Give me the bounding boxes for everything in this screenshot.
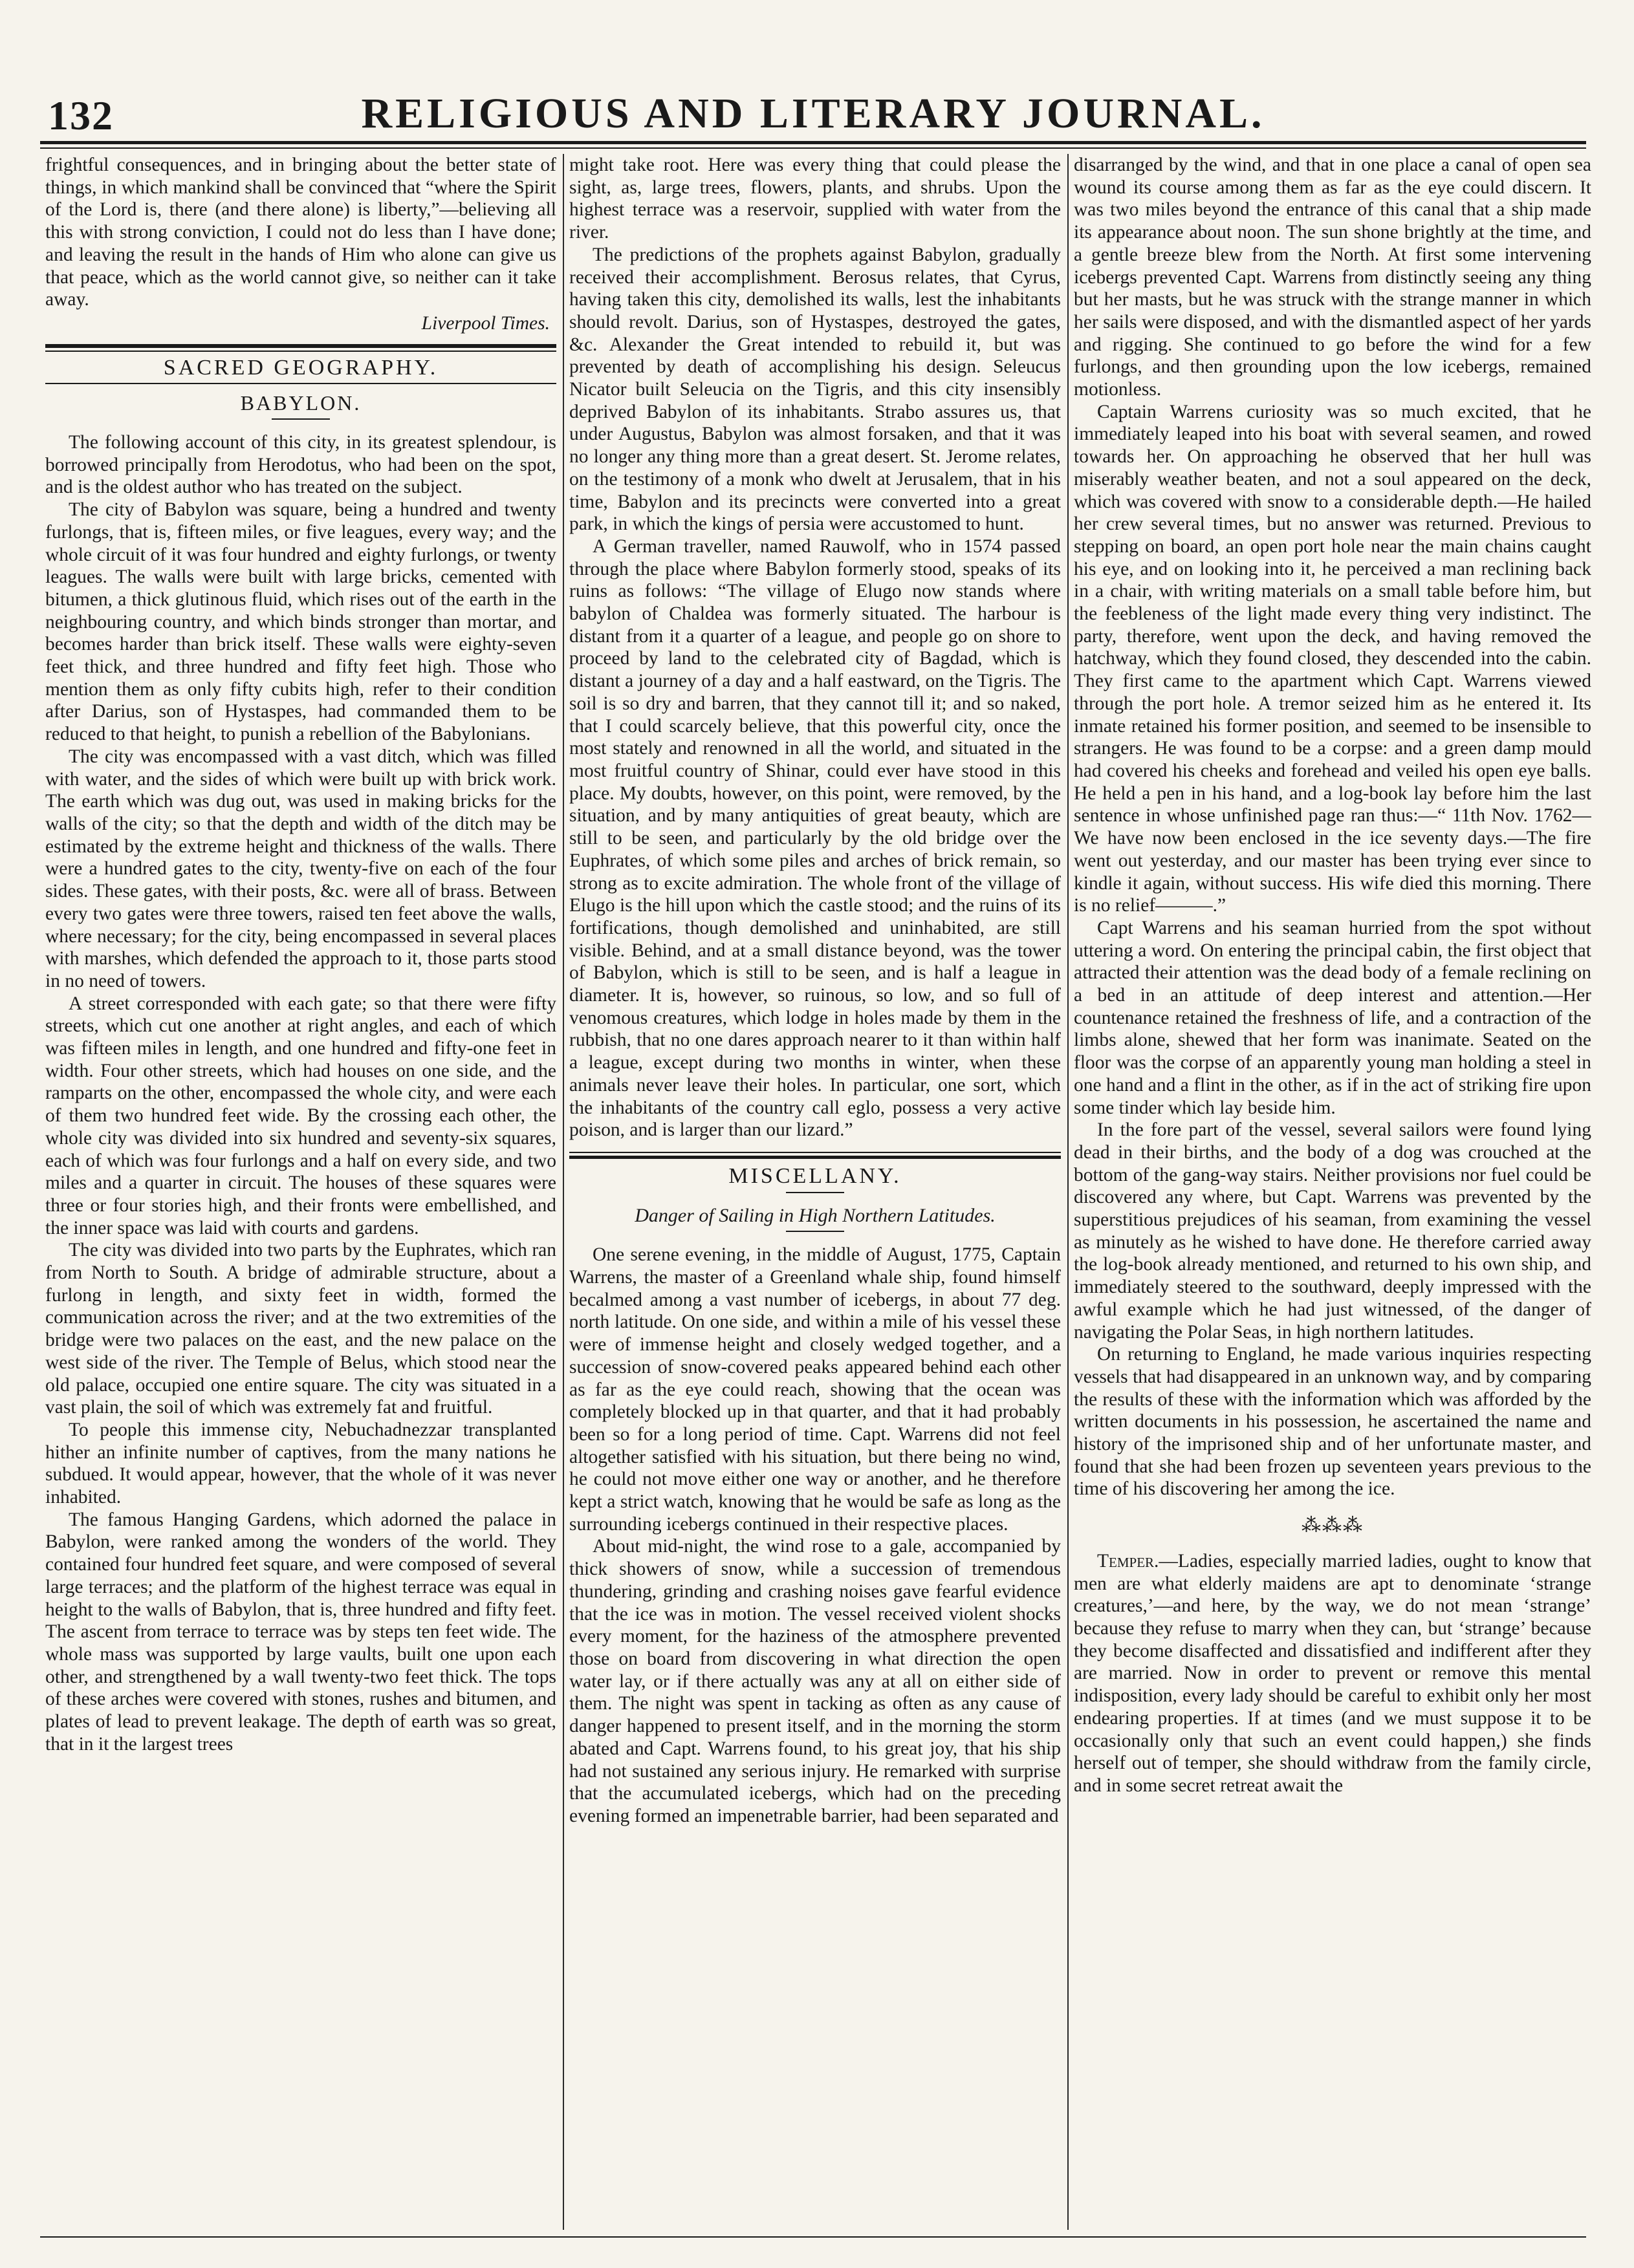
header-rule-thin [40, 147, 1586, 149]
paragraph: The city was encompassed with a vast ditch, which was filled with water, and the sides of which were built up with brick work. The earth which was dug out, was used in making bricks for the walls of the city; so that the depth and width of the ditch may be estimated by the extreme height and thickness of the walls. There were a hundred gates to the city, twenty-five on each of the four sides. These gates, with their posts, &c. were all of brass. Between every two gates were three towers, raised ten feet above the walls, where necessary; for the city, being encompassed in several places with marshes, which defended the approach to it, those parts stood in no need of towers. [45, 746, 556, 991]
column-divider [1067, 154, 1069, 2230]
column-middle [569, 154, 1061, 2230]
section-rule [45, 351, 556, 352]
header-rule [40, 141, 1586, 144]
article-title: BABYLON. [240, 391, 362, 415]
page-header [40, 89, 1586, 144]
paragraph: The city was divided into two parts by the Euphrates, which ran from North to South. A bridge of admirable structure, about a furlong in length, and sixty feet in width, formed the communication across the river; and at the two extremities of the bridge were two palaces on the east, and the new palace on the west side of the river. The Temple of Belus, which stood near the old palace, occupied one entire square. The city was situated in a vast plain, the soil of which was extremely fat and fruitful. [45, 1240, 556, 1418]
paragraph: The famous Hanging Gardens, which adorned the palace in Babylon, were ranked among the wonders of the world. They contained four hundred feet square, and were composed of several large terraces; and the platform of the highest terrace was equal in height to the walls of Babylon, that is, three hundred and fifty feet. The ascent from terrace to terrace was by steps ten feet wide. The whole mass was supported by large vaults, built one upon each other, and strengthened by a wall twenty-two feet thick. The tops of these arches were covered with stones, rushes and bitumen, and plates of lead to prevent leakage. The depth of earth was so great, that in it the largest trees [45, 1509, 556, 1755]
short-rule [786, 1231, 844, 1232]
section-title: MISCELLANY. [728, 1163, 902, 1188]
section-header-sacred-geography [45, 344, 556, 385]
temper-lead-in: Temper. [1097, 1550, 1159, 1571]
continued-paragraph: frightful consequences, and in bringing about the better state of things, in which mankind shall be convinced that “where the Spirit of the Lord is, there (and there alone) is liberty,”—believing all this with strong conviction, I could not do less than I have done; and leaving the result in the hands of Him who alone can give us that peace, which as the world cannot give, so neither can it take away. [45, 155, 556, 310]
section-rule [45, 344, 556, 348]
source-signature: Liverpool Times. [421, 312, 550, 334]
section-rule [569, 1152, 1061, 1153]
paragraph: The city of Babylon was square, being a hundred and twenty furlongs, that is, fifteen miles, or five leagues, every way; and the whole circuit of it was four hundred and eighty furlongs, or twenty leagues. The walls were built with large bricks, cemented with bitumen, a thick glutinous fluid, which rises out of the earth in the neighbouring country, and which binds stronger than mortar, and becomes harder than brick itself. These walls were eighty-seven feet thick, and three hundred and fifty feet high. Those who mention them as only fifty cubits high, refer to their condition after Darius, son of Hystaspes, had commanded them to be reduced to that height, to punish a rebellion of the Babylonians. [45, 499, 556, 745]
section-rule [569, 1156, 1061, 1159]
column-divider [563, 154, 564, 2230]
journal-title: RELIGIOUS AND LITERARY JOURNAL. [361, 90, 1265, 137]
column-right [1074, 154, 1591, 2230]
footer-rule [40, 2236, 1586, 2238]
paragraph: Captain Warrens curiosity was so much excited, that he immediately leaped into his boat with several seamen, and rowed towards her. On approaching he observed that her hull was miserably weather beaten, and not a soul appeared on the deck, which was covered with snow to a considerable depth.—He hailed her crew several times, but no answer was returned. Previous to stepping on board, an open port hole near the main chains caught his eye, and on looking into it, he perceived a man reclining back in a chair, with writing materials on a small table before him, but the feebleness of the light made every thing very indistinct. The party, therefore, went upon the deck, and having removed the hatchway, which they found closed, they descended into the cabin. They first came to the apartment which Capt. Warrens viewed through the port hole. A tremor seized him as he entered it. Its inmate retained his former position, and seemed to be insensible to strangers. He was found to be a corpse: and a green damp mould had covered his cheeks and forehead and veiled his open eye balls. He held a pen in his hand, and a log-book lay before him the last sentence in whose unfinished page ran thus:—“ 11th Nov. 1762—We have now been enclosed in the ice seventy days.—The fire went out yesterday, and our master has been trying ever since to kindle it again, without success. His wife died this morning. There is no relief———.” [1074, 401, 1591, 916]
paragraph: might take root. Here was every thing that could please the sight, as, large trees, flowers, plants, and shrubs. Upon the highest terrace was a reservoir, supplied with water from the river. [569, 155, 1061, 243]
paragraph: The predictions of the prophets against Babylon, gradually received their accomplishment. Berosus relates, that Cyrus, having taken this city, demolished its walls, lest the inhabitants should revolt. Darius, son of Hystaspes, destroyed the gates, &c. Alexander the Great intended to rebuild it, but was prevented by death of accomplishing his design. Seleucus Nicator built Seleucia on the Tigris, and this city insensibly deprived Babylon of its inhabitants. Strabo assures us, that under Augustus, Babylon was almost forsaken, and that it was no longer any thing more than a great desert. St. Jerome relates, on the testimony of a monk who dwelt at Jerusalem, that in his time, Babylon and its precincts were converted into a great park, in which the kings of persia were accustomed to hunt. [569, 244, 1061, 535]
short-rule [272, 418, 330, 420]
paragraph: On returning to England, he made various inquiries respecting vessels that had disappeared in an unknown way, and by comparing the results of these with the information which was afforded by the written documents in his possession, he ascertained the name and history of the imprisoned ship and of her unfortunate master, and found that she had been frozen up seventeen years previous to the time of his discovering her among the ice. [1074, 1344, 1591, 1500]
paragraph: disarranged by the wind, and that in one place a canal of open sea wound its course among them as far as the eye could discern. It was two miles beyond the entrance of this canal that a ship made its appearance about noon. The sun shone brightly at the time, and a gentle breeze blew from the North. At first some intervening icebergs prevented Capt. Warrens from distinctly seeing any thing but her masts, but he was struck with the strange manner in which her sails were disposed, and with the dismantled aspect of her yards and rigging. She continued to go before the wind for a few furlongs, and then grounding upon the low icebergs, remained motionless. [1074, 155, 1591, 400]
paragraph: To people this immense city, Nebuchadnezzar transplanted hither an infinite number of captives, from the many nations he subdued. It would appear, however, that the whole of it was never inhabited. [45, 1419, 556, 1508]
paragraph: The following account of this city, in its greatest splendour, is borrowed principally from Herodotus, who had been on the spot, and is the oldest author who has treated on the subject. [45, 432, 556, 498]
paragraph: One serene evening, in the middle of August, 1775, Captain Warrens, the master of a Greenland whale ship, found himself becalmed among a vast number of icebergs, in about 77 deg. north latitude. On one side, and within a mile of his vessel these were of immense height and closely wedged together, and a succession of snow-covered peaks appeared behind each other as far as the eye could reach, showing that the ocean was completely blocked up in that quarter, and that it had probably been so for a long period of time. Capt. Warrens did not feel altogether satisfied with his situation, but there being no wind, he could not move either one way or another, and he therefore kept a strict watch, knowing that he would be safe as long as the surrounding icebergs continued in their respective places. [569, 1244, 1061, 1535]
temper-paragraph [1074, 1550, 1591, 1797]
ornament-divider: ⁂⁂⁂ [1302, 1515, 1364, 1537]
paragraph: A street corresponded with each gate; so that there were fifty streets, which cut one another at right angles, and each of which was fifteen miles in length, and one hundred and fifty-one feet in width. Four other streets, which had houses on one side, and the ramparts on the other, encompassed the whole city, and were each of them two hundred feet wide. By the crossing each other, the whole city was divided into six hundred and seventy-six squares, each of which was four furlongs and a half on every side, and two miles and a quarter in circuit. The houses of these squares were three or four stories high, and their fronts were embellished, and the inner space was laid with courts and gardens. [45, 993, 556, 1238]
paragraph: About mid-night, the wind rose to a gale, accompanied by thick showers of snow, while a succession of tremendous thundering, grinding and crashing noises gave fearful evidence that the ice was in motion. The vessel received violent shocks every moment, for the haziness of the atmosphere prevented those on board from discovering in what direction the open water lay, or if there actually was any at all on either side of them. The night was spent in tacking as often as any cause of danger happened to present itself, and in the morning the storm abated and Capt. Warrens found, to his great joy, that his ship had not sustained any serious injury. He remarked with surprise that the accumulated icebergs, which had on the preceding evening formed an impenetrable barrier, had been separated and [569, 1536, 1061, 1826]
paragraph: A German traveller, named Rauwolf, who in 1574 passed through the place where Babylon formerly stood, speaks of its ruins as follows: “The village of Elugo now stands where babylon of Chaldea was formerly situated. The harbour is distant from it a quarter of a league, and people go on shore to proceed by land to the celebrated city of Bagdad, which is distant a journey of a day and a half eastward, on the Tigris. The soil is so dry and barren, that they cannot till it; and so naked, that I could scarcely believe, that this powerful city, once the most stately and renowned in all the world, and situated in the most fruitful country of Shinar, could ever have stood in this place. My doubts, however, on this point, were removed, by the situation, and by many antiquities of great beauty, which are still to be seen, and particularly by the old bridge over the Euphrates, of which some piles and arches of brick remain, so strong as to excite admiration. The whole front of the village of Elugo is the hill upon which the castle stood; and the ruins of its fortifications, though demolished and uninhabited, are still visible. Behind, and at a small distance beyond, was the tower of Babylon, which is still to be seen, and is half a league in diameter. It is, however, so ruinous, so low, and so full of venomous creatures, which lodge in holes made by them in the rubbish, that no one dares approach nearer to it than within half a league, except during two months in winter, when these animals never leave their holes. In particular, one sort, which the inhabitants of the country call eglo, possess a very active poison, and is larger than our lizard.” [569, 535, 1061, 1141]
page-number: 132 [48, 92, 114, 138]
column-left [45, 154, 556, 2230]
article-title: Danger of Sailing in High Northern Latitudes. [635, 1204, 996, 1226]
temper-text: —Ladies, especially married ladies, ought to know that men are what elderly maidens are apt to denominate ‘strange creatures,’—and here, by the way, we do not mean ‘strange’ because they refuse to marry when they can, but ‘strange’ because they become disaffected and dissatisfied and indifferent after they are married. Now in order to prevent or remove this mental indisposition, every lady should be careful to exhibit only her most endearing properties. If at times (and we must suppose it to be occasionally only that such an event could happen,) she finds herself out of temper, she should withdraw from the family circle, and in some secret retreat await the [1074, 1550, 1591, 1796]
short-rule [786, 1192, 844, 1193]
paragraph: In the fore part of the vessel, several sailors were found lying dead in their births, and the body of a dog was crouched at the bottom of the gang-way stairs. Neither provisions nor fuel could be discovered any where, but Capt. Warrens was prevented by the superstitious prejudices of his seaman, from examining the vessel as minutely as he wished to have done. He therefore carried away the log-book already mentioned, and returned to his own ship, and immediately steered to the southward, deeply impressed with the awful example which he had just witnessed, of the danger of navigating the Polar Seas, in high northern latitudes. [1074, 1119, 1591, 1343]
section-rule [45, 383, 556, 384]
paragraph: Capt Warrens and his seaman hurried from the spot without uttering a word. On entering the principal cabin, the first object that attracted their attention was the dead body of a female reclining on a bed in an attitude of deep interest and attention.—Her countenance retained the freshness of life, and a contraction of the limbs alone, shewed that her form was inanimate. Seated on the floor was the corpse of an apparently young man holding a steel in one hand and a flint in the other, as if in the act of striking fire upon some tinder which lay beside him. [1074, 917, 1591, 1118]
section-title: SACRED GEOGRAPHY. [163, 355, 439, 380]
